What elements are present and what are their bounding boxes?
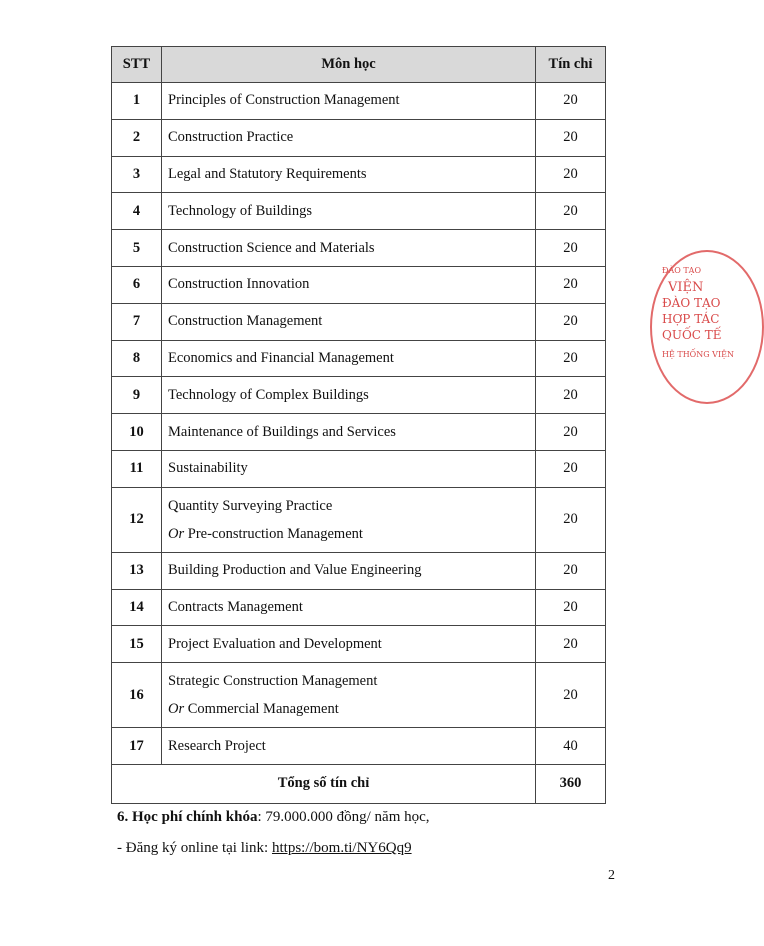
row-stt: 17	[112, 728, 162, 765]
stamp-text-3: HỢP TÁC	[662, 312, 720, 326]
header-stt: STT	[112, 47, 162, 83]
row-subject: Principles of Construction Management	[162, 83, 536, 120]
row-stt: 15	[112, 626, 162, 663]
row-stt: 7	[112, 303, 162, 340]
row-credits: 20	[536, 193, 606, 230]
stamp-text-top: ĐÀO TẠO	[662, 266, 702, 275]
tuition-fee-label: 6. Học phí chính khóa	[117, 809, 258, 825]
row-subject: Technology of Complex Buildings	[162, 377, 536, 414]
alternative-subject-name: Commercial Management	[187, 701, 339, 718]
row-subject: Construction Management	[162, 303, 536, 340]
row-stt: 4	[112, 193, 162, 230]
table-row	[112, 377, 606, 414]
alternative-subject-name: Pre-construction Management	[187, 525, 363, 542]
tuition-fee-line	[117, 809, 430, 826]
row-subject	[162, 487, 536, 552]
row-subject: Construction Innovation	[162, 266, 536, 303]
row-credits: 40	[536, 728, 606, 765]
subject-primary: Strategic Construction Management	[168, 673, 378, 690]
row-credits: 20	[536, 552, 606, 589]
row-stt: 8	[112, 340, 162, 377]
total-value: 360	[536, 764, 606, 803]
table-row	[112, 303, 606, 340]
table-row	[112, 193, 606, 230]
row-stt: 12	[112, 487, 162, 552]
page-number: 2	[608, 868, 615, 883]
row-subject: Construction Practice	[162, 119, 536, 156]
table-row	[112, 626, 606, 663]
tuition-fee-value: : 79.000.000 đồng/ năm học,	[257, 809, 430, 825]
row-stt: 6	[112, 266, 162, 303]
row-subject	[162, 663, 536, 728]
row-stt: 11	[112, 450, 162, 487]
row-credits: 20	[536, 230, 606, 267]
row-credits: 20	[536, 266, 606, 303]
row-credits: 20	[536, 303, 606, 340]
row-stt: 13	[112, 552, 162, 589]
table-row	[112, 487, 606, 552]
table-row	[112, 119, 606, 156]
stamp-text-4: QUỐC TẾ	[662, 328, 722, 342]
row-stt: 2	[112, 119, 162, 156]
row-credits: 20	[536, 414, 606, 451]
curriculum-table	[111, 46, 606, 804]
table-row	[112, 663, 606, 728]
stamp-text-2: ĐÀO TẠO	[662, 296, 721, 310]
table-row	[112, 266, 606, 303]
subject-alternative	[168, 695, 529, 723]
table-row	[112, 552, 606, 589]
subject-primary: Quantity Surveying Practice	[168, 497, 333, 514]
stamp-text-1: VIỆN	[668, 280, 704, 295]
row-stt: 14	[112, 589, 162, 626]
registration-link[interactable]: https://bom.ti/NY6Qq9	[271, 840, 412, 856]
table-row	[112, 589, 606, 626]
row-credits: 20	[536, 377, 606, 414]
row-stt: 10	[112, 414, 162, 451]
row-credits: 20	[536, 487, 606, 552]
row-subject: Contracts Management	[162, 589, 536, 626]
row-subject: Maintenance of Buildings and Services	[162, 414, 536, 451]
subject-alternative	[168, 520, 529, 548]
row-credits: 20	[536, 340, 606, 377]
total-label: Tổng số tín chỉ	[112, 764, 536, 803]
row-credits: 20	[536, 663, 606, 728]
row-credits: 20	[536, 589, 606, 626]
row-stt: 1	[112, 83, 162, 120]
row-credits: 20	[536, 626, 606, 663]
row-subject: Building Production and Value Engineering	[162, 552, 536, 589]
header-subject: Môn học	[162, 47, 536, 83]
table-row	[112, 230, 606, 267]
registration-prefix: - Đăng ký online tại link:	[117, 840, 272, 856]
alternative-keyword: Or	[168, 525, 185, 542]
row-stt: 9	[112, 377, 162, 414]
row-subject: Construction Science and Materials	[162, 230, 536, 267]
row-stt: 16	[112, 663, 162, 728]
header-credits: Tín chỉ	[536, 47, 606, 83]
table-row	[112, 414, 606, 451]
row-stt: 3	[112, 156, 162, 193]
row-subject: Sustainability	[162, 450, 536, 487]
registration-line	[117, 840, 412, 857]
table-row	[112, 728, 606, 765]
table-header-row	[112, 47, 606, 83]
row-credits: 20	[536, 83, 606, 120]
row-subject: Economics and Financial Management	[162, 340, 536, 377]
total-row	[112, 764, 606, 803]
row-subject: Project Evaluation and Development	[162, 626, 536, 663]
row-subject: Legal and Statutory Requirements	[162, 156, 536, 193]
row-credits: 20	[536, 156, 606, 193]
row-credits: 20	[536, 450, 606, 487]
row-credits: 20	[536, 119, 606, 156]
row-subject: Research Project	[162, 728, 536, 765]
table-row	[112, 450, 606, 487]
row-stt: 5	[112, 230, 162, 267]
alternative-keyword: Or	[168, 701, 185, 718]
row-subject: Technology of Buildings	[162, 193, 536, 230]
table-row	[112, 156, 606, 193]
red-seal-stamp	[650, 250, 764, 404]
stamp-text-bottom: HỆ THỐNG VIỆN	[662, 350, 734, 359]
table-body	[112, 83, 606, 765]
table-row	[112, 340, 606, 377]
table-row	[112, 83, 606, 120]
